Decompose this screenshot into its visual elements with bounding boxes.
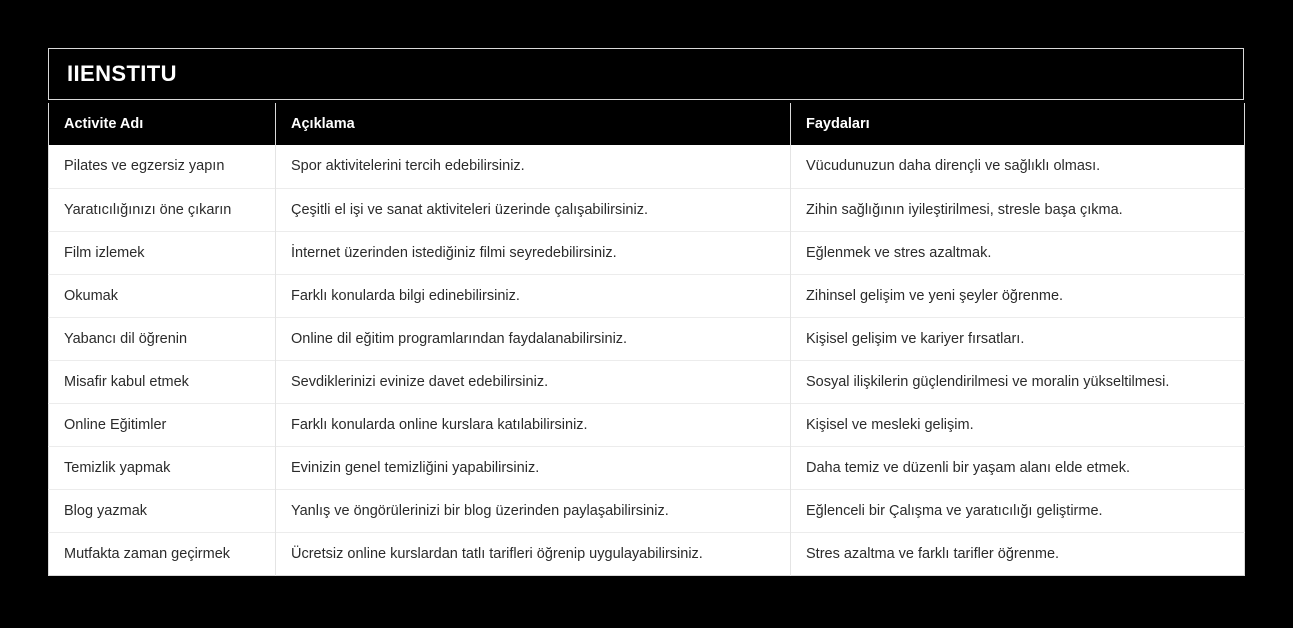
cell-activity-name: Mutfakta zaman geçirmek <box>49 532 276 575</box>
table-row <box>49 317 1245 360</box>
cell-benefits: Stres azaltma ve farklı tarifler öğrenme. <box>791 532 1245 575</box>
cell-activity-name: Pilates ve egzersiz yapın <box>49 145 276 188</box>
table-header-row <box>49 103 1245 145</box>
cell-activity-name: Online Eğitimler <box>49 403 276 446</box>
cell-description: Çeşitli el işi ve sanat aktiviteleri üzerinde çalışabilirsiniz. <box>276 188 791 231</box>
cell-activity-name: Yabancı dil öğrenin <box>49 317 276 360</box>
cell-activity-name: Yaratıcılığınızı öne çıkarın <box>49 188 276 231</box>
table-row <box>49 446 1245 489</box>
cell-activity-name: Misafir kabul etmek <box>49 360 276 403</box>
cell-activity-name: Blog yazmak <box>49 489 276 532</box>
cell-activity-name: Temizlik yapmak <box>49 446 276 489</box>
brand-title: IIENSTITU <box>67 61 177 86</box>
cell-description: Yanlış ve öngörülerinizi bir blog üzerinden paylaşabilirsiniz. <box>276 489 791 532</box>
table-row <box>49 360 1245 403</box>
table-row <box>49 489 1245 532</box>
table-body <box>49 145 1245 575</box>
activity-table <box>48 103 1245 576</box>
cell-activity-name: Film izlemek <box>49 231 276 274</box>
cell-benefits: Eğlenmek ve stres azaltmak. <box>791 231 1245 274</box>
cell-description: Sevdiklerinizi evinize davet edebilirsiniz. <box>276 360 791 403</box>
cell-description: Online dil eğitim programlarından faydalanabilirsiniz. <box>276 317 791 360</box>
cell-benefits: Vücudunuzun daha dirençli ve sağlıklı olması. <box>791 145 1245 188</box>
cell-benefits: Daha temiz ve düzenli bir yaşam alanı elde etmek. <box>791 446 1245 489</box>
cell-description: Ücretsiz online kurslardan tatlı tarifleri öğrenip uygulayabilirsiniz. <box>276 532 791 575</box>
cell-description: İnternet üzerinden istediğiniz filmi seyredebilirsiniz. <box>276 231 791 274</box>
table-header <box>49 103 1245 145</box>
cell-benefits: Zihinsel gelişim ve yeni şeyler öğrenme. <box>791 274 1245 317</box>
cell-benefits: Kişisel ve mesleki gelişim. <box>791 403 1245 446</box>
cell-description: Spor aktivitelerini tercih edebilirsiniz. <box>276 145 791 188</box>
table-row <box>49 145 1245 188</box>
table-row <box>49 403 1245 446</box>
activity-table-card <box>48 48 1244 576</box>
cell-description: Evinizin genel temizliğini yapabilirsiniz. <box>276 446 791 489</box>
column-header-description[interactable]: Açıklama <box>276 103 791 145</box>
table-row <box>49 532 1245 575</box>
table-row <box>49 231 1245 274</box>
cell-benefits: Sosyal ilişkilerin güçlendirilmesi ve moralin yükseltilmesi. <box>791 360 1245 403</box>
column-header-activity-name[interactable]: Activite Adı <box>49 103 276 145</box>
cell-description: Farklı konularda bilgi edinebilirsiniz. <box>276 274 791 317</box>
table-row <box>49 188 1245 231</box>
cell-benefits: Zihin sağlığının iyileştirilmesi, stresle başa çıkma. <box>791 188 1245 231</box>
cell-activity-name: Okumak <box>49 274 276 317</box>
cell-description: Farklı konularda online kurslara katılabilirsiniz. <box>276 403 791 446</box>
brand-header <box>48 48 1244 100</box>
column-header-benefits[interactable]: Faydaları <box>806 116 870 132</box>
cell-benefits: Kişisel gelişim ve kariyer fırsatları. <box>791 317 1245 360</box>
table-row <box>49 274 1245 317</box>
cell-benefits: Eğlenceli bir Çalışma ve yaratıcılığı geliştirme. <box>791 489 1245 532</box>
